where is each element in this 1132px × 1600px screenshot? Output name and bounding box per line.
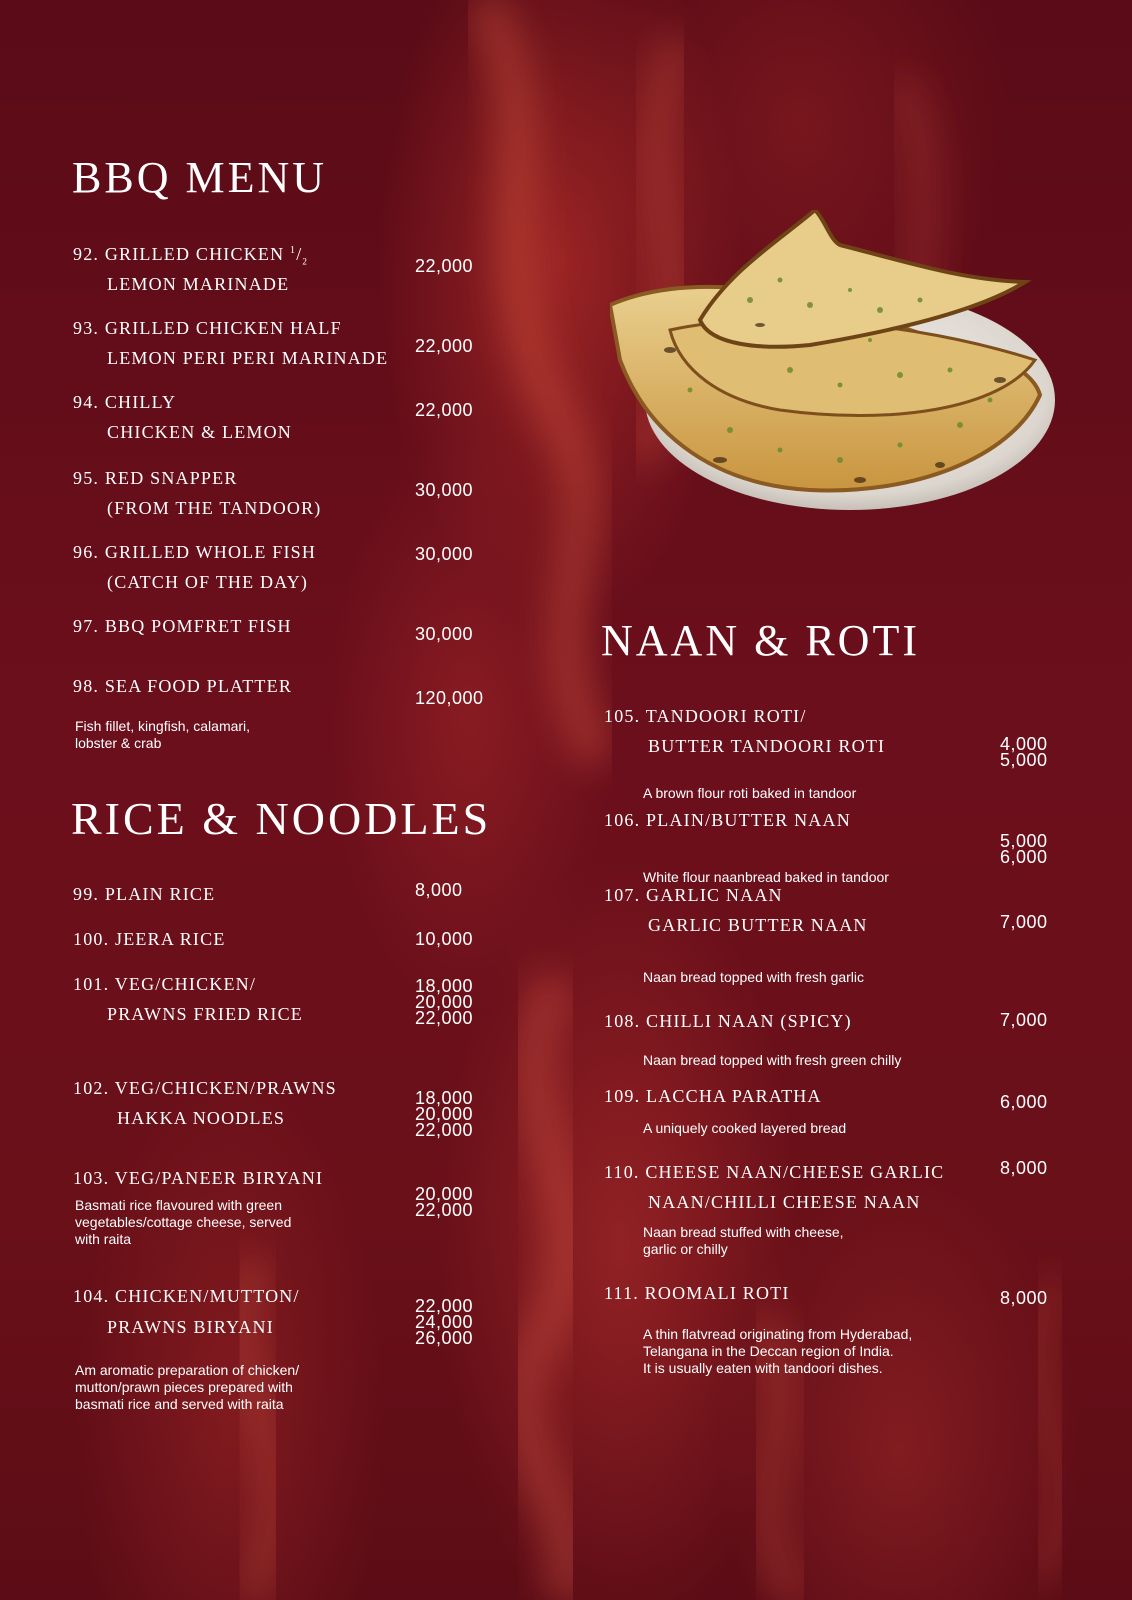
item-number: 94.	[73, 392, 100, 412]
menu-item-100	[73, 929, 226, 950]
menu-item-105	[604, 706, 807, 727]
menu-item-108	[604, 1011, 852, 1032]
item-prices	[1000, 833, 1048, 865]
item-price: 20,000	[415, 992, 474, 1012]
item-name: CHILLI NAAN (SPICY)	[646, 1011, 852, 1031]
item-number: 108.	[604, 1011, 641, 1031]
item-price: 30,000	[415, 624, 474, 644]
item-number: 101.	[73, 974, 110, 994]
menu-item-104	[73, 1286, 300, 1307]
menu-item-94	[73, 392, 176, 413]
menu-item-107	[604, 885, 783, 906]
item-price: 8,000	[415, 880, 463, 900]
item-name-line2: BUTTER TANDOORI ROTI	[648, 736, 886, 756]
item-price: 6,000	[1000, 1092, 1048, 1112]
item-price: 22,000	[415, 1008, 474, 1028]
item-price: 10,000	[415, 929, 474, 949]
item-name: CHILLY	[104, 392, 177, 412]
item-price: 22,000	[415, 1296, 474, 1316]
item-number: 95.	[73, 468, 100, 488]
menu-item-106	[604, 810, 851, 831]
item-name-line2: CHICKEN & LEMON	[107, 422, 292, 442]
description-line: It is usually eaten with tandoori dishes.	[643, 1360, 883, 1376]
description-line: Telangana in the Deccan region of India.	[643, 1343, 894, 1359]
fraction-denominator: 2	[302, 256, 309, 267]
item-number: 99.	[73, 884, 100, 904]
menu-item-111	[604, 1283, 790, 1304]
item-description	[75, 1197, 291, 1248]
item-price: 7,000	[1000, 1010, 1048, 1030]
item-description	[75, 1362, 299, 1413]
item-price: 30,000	[415, 480, 474, 500]
item-name: VEG/PANEER BIRYANI	[114, 1168, 324, 1188]
item-description	[643, 1326, 912, 1377]
item-price: 5,000	[1000, 750, 1048, 770]
description-line: Basmati rice flavoured with green	[75, 1197, 282, 1213]
item-price: 18,000	[415, 976, 474, 996]
item-price: 20,000	[415, 1184, 474, 1204]
item-prices	[415, 1298, 473, 1346]
item-name: CHICKEN/MUTTON/	[115, 1286, 300, 1306]
item-name: GARLIC NAAN	[646, 885, 783, 905]
menu-item-103	[73, 1168, 323, 1189]
naan-heading: NAAN & ROTI	[601, 616, 920, 665]
item-price: 7,000	[1000, 912, 1048, 932]
item-number: 103.	[73, 1168, 110, 1188]
item-prices	[415, 978, 473, 1026]
description-line: White flour naanbread baked in tandoor	[643, 869, 889, 885]
menu-item-92: 92. GRILLED CHICKEN $^1/_2$	[73, 244, 309, 267]
item-price: 30,000	[415, 544, 474, 564]
description-line: A thin flatvread originating from Hyderabad,	[643, 1326, 913, 1342]
item-name-line2: PRAWNS FRIED RICE	[107, 1004, 303, 1024]
item-price: 20,000	[415, 1104, 474, 1124]
rice-heading: RICE & NOODLES	[71, 793, 492, 844]
item-number: 110.	[604, 1162, 640, 1182]
item-number: 107.	[604, 885, 641, 905]
item-description	[643, 1224, 844, 1258]
item-number: 111.	[604, 1283, 639, 1303]
fraction-numerator: 1	[290, 245, 297, 256]
item-number: 102.	[73, 1078, 110, 1098]
item-price: 22,000	[415, 256, 474, 276]
item-price: 22,000	[415, 1200, 474, 1220]
item-number: 97.	[73, 616, 100, 636]
item-number: 96.	[73, 542, 100, 562]
item-name: ROOMALI ROTI	[644, 1283, 790, 1303]
item-price: 8,000	[1000, 1158, 1048, 1178]
item-name: CHEESE NAAN/CHEESE GARLIC	[645, 1162, 945, 1182]
menu-item-99	[73, 884, 215, 905]
item-price: 22,000	[415, 400, 474, 420]
item-price: 8,000	[1000, 1288, 1048, 1308]
item-number: 93.	[73, 318, 100, 338]
item-name-line2: (CATCH OF THE DAY)	[107, 572, 309, 592]
item-description	[643, 869, 889, 886]
description-line: with raita	[75, 1231, 132, 1247]
item-number: 106.	[604, 810, 641, 830]
item-description	[643, 1052, 901, 1069]
item-name-line2: HAKKA NOODLES	[117, 1108, 286, 1128]
item-name-line2: LEMON MARINADE	[107, 274, 290, 294]
item-description	[75, 718, 250, 752]
menu-item-98	[73, 676, 292, 697]
item-name-line2: LEMON PERI PERI MARINADE	[107, 348, 389, 368]
menu-item-109	[604, 1086, 822, 1107]
menu-item-110	[604, 1162, 944, 1183]
item-description	[643, 1120, 846, 1137]
item-name-line2: NAAN/CHILLI CHEESE NAAN	[648, 1192, 921, 1212]
item-price: 24,000	[415, 1312, 474, 1332]
item-description	[643, 785, 856, 802]
item-price: 26,000	[415, 1328, 474, 1348]
description-line: Naan bread stuffed with cheese,	[643, 1224, 844, 1240]
item-name: GRILLED WHOLE FISH	[104, 542, 317, 562]
item-price: 22,000	[415, 336, 474, 356]
menu-item-102	[73, 1078, 337, 1099]
item-name: LACCHA PARATHA	[646, 1086, 822, 1106]
item-number: 100.	[73, 929, 110, 949]
item-number: 98.	[73, 676, 100, 696]
item-price: 18,000	[415, 1088, 474, 1108]
item-prices	[415, 1186, 473, 1218]
item-name: PLAIN RICE	[104, 884, 216, 904]
item-prices	[415, 1090, 473, 1138]
item-name-line2: PRAWNS BIRYANI	[107, 1317, 274, 1337]
description-line: vegetables/cottage cheese, served	[75, 1214, 292, 1230]
description-line: garlic or chilly	[643, 1241, 728, 1257]
item-name: BBQ POMFRET FISH	[104, 616, 292, 636]
item-name: GRILLED CHICKEN HALF	[104, 318, 342, 338]
description-line: Am aromatic preparation of chicken/	[75, 1362, 300, 1378]
menu-item-101	[73, 974, 256, 995]
item-price: 22,000	[415, 1120, 474, 1140]
bbq-heading: BBQ MENU	[72, 153, 328, 202]
item-name: PLAIN/BUTTER NAAN	[646, 810, 851, 830]
menu-item-95	[73, 468, 238, 489]
item-description	[643, 969, 864, 986]
item-price: 120,000	[415, 688, 484, 708]
item-name: GRILLED CHICKEN	[104, 244, 285, 264]
item-name: VEG/CHICKEN/	[114, 974, 257, 994]
description-line: A brown flour roti baked in tandoor	[643, 785, 857, 801]
item-name: SEA FOOD PLATTER	[104, 676, 293, 696]
description-line: A uniquely cooked layered bread	[643, 1120, 847, 1136]
item-price: 6,000	[1000, 847, 1048, 867]
item-price: 4,000	[1000, 734, 1048, 754]
description-line: mutton/prawn pieces prepared with	[75, 1379, 293, 1395]
menu-item-97	[73, 616, 292, 637]
item-price: 5,000	[1000, 831, 1048, 851]
item-name: TANDOORI ROTI/	[645, 706, 807, 726]
item-number: 105.	[604, 706, 641, 726]
menu-item-93	[73, 318, 342, 339]
item-number: 104.	[73, 1286, 110, 1306]
item-name-line2: (FROM THE TANDOOR)	[107, 498, 322, 518]
description-line: Naan bread topped with fresh green chilly	[643, 1052, 902, 1068]
item-name: JEERA RICE	[115, 929, 226, 949]
description-line: Fish fillet, kingfish, calamari,	[75, 718, 251, 734]
menu-item-96	[73, 542, 316, 563]
description-line: basmati rice and served with raita	[75, 1396, 284, 1412]
item-name: VEG/CHICKEN/PRAWNS	[114, 1078, 337, 1098]
item-number: 109.	[604, 1086, 641, 1106]
item-name-line2: GARLIC BUTTER NAAN	[648, 915, 868, 935]
description-line: lobster & crab	[75, 735, 162, 751]
item-prices	[1000, 736, 1048, 768]
description-line: Naan bread topped with fresh garlic	[643, 969, 865, 985]
item-name: RED SNAPPER	[104, 468, 238, 488]
item-number: 92.	[73, 244, 100, 264]
naan-plate-image	[610, 210, 1070, 530]
